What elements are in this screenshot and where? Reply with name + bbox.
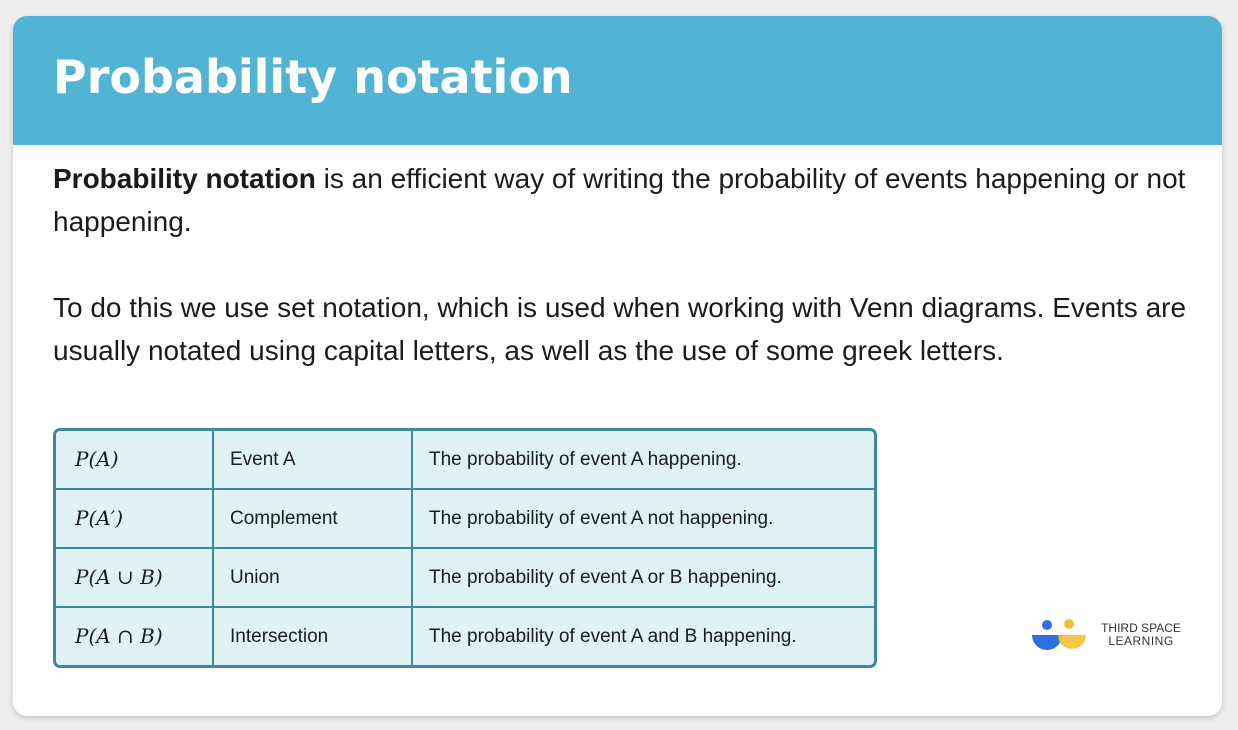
table-row [56,548,874,607]
intro-term: Probability notation [53,163,316,194]
notation-cell: P(A ∪ B) [75,565,163,589]
set-notation-paragraph: To do this we use set notation, which is used when working with Venn diagrams. Events are usually notated using capital letters, as well as the use of some greek letters. [53,292,1187,366]
intro-paragraph [53,157,1193,243]
notation-cell: P(A) [75,447,119,471]
table-row [56,489,874,548]
table-row [56,607,874,665]
lesson-text [53,157,1193,372]
name-cell: Intersection [213,607,412,665]
name-cell: Union [213,548,412,607]
title-banner [13,16,1222,145]
notation-cell: P(A′) [75,506,124,530]
meaning-cell: The probability of event A not happening. [412,489,874,548]
third-space-learning-logo [1030,617,1190,657]
name-cell: Event A [213,431,412,489]
intro-rest: is an efficient way of writing the probability of events happening or not happening. [53,163,1186,237]
notation-cell: P(A ∩ B) [75,624,163,648]
name-cell: Complement [213,489,412,548]
lesson-card [13,16,1222,716]
meaning-cell: The probability of event A or B happening. [412,548,874,607]
meaning-cell: The probability of event A happening. [412,431,874,489]
meaning-cell: The probability of event A and B happening. [412,607,874,665]
logo-line-1: THIRD SPACE [1101,621,1181,635]
table-row [56,431,874,489]
page-title: Probability notation [53,50,573,104]
logo-mark-icon [1030,617,1090,653]
logo-line-2: LEARNING [1108,634,1174,648]
notation-table [53,428,877,668]
